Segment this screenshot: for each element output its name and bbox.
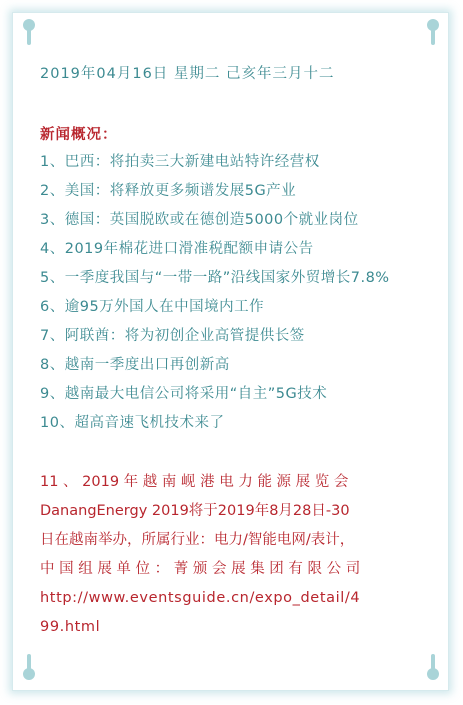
pushpin-icon [22,19,36,49]
pushpin-icon [22,654,36,684]
news-item: 2、美国：将释放更多频谱发展5G产业 [40,183,297,199]
featured-line-4: 中 国 组 展 单 位 ： 菁 颁 会 展 集 团 有 限 公 司 [40,561,361,577]
news-item: 10、超高音速飞机技术来了 [40,415,225,431]
news-item: 6、逾95万外国人在中国境内工作 [40,299,265,315]
expo-link[interactable]: http://www.eventsguide.cn/expo_detail/4 [40,590,361,606]
news-item: 9、越南最大电信公司将采用“自主”5G技术 [40,386,328,402]
date-line: 2019年04月16日 星期二 己亥年三月十二 [40,66,335,82]
featured-line-3: 日在越南举办，所属行业：电力/智能电网/表计， [40,532,355,548]
section-title: 新闻概况： [40,127,118,143]
news-item: 4、2019年棉花进口滑准税配额申请公告 [40,241,314,257]
featured-line-1: 11 、 2019 年 越 南 岘 港 电 力 能 源 展 览 会 [40,474,349,490]
news-item: 8、越南一季度出口再创新高 [40,357,230,373]
news-item: 3、德国：英国脱欧或在德创造5000个就业岗位 [40,212,359,228]
pushpin-icon [426,654,440,684]
featured-line-2: DanangEnergy 2019将于2019年8月28日-30 [40,503,350,519]
news-item: 1、巴西：将拍卖三大新建电站特许经营权 [40,154,320,170]
news-list [40,148,425,438]
news-item: 7、阿联酋：将为初创企业高管提供长签 [40,328,305,344]
expo-link-continued[interactable]: 99.html [40,619,101,635]
pushpin-icon [426,19,440,49]
featured-expo-item [40,468,422,642]
news-item: 5、一季度我国与“一带一路”沿线国家外贸增长7.8% [40,270,390,286]
